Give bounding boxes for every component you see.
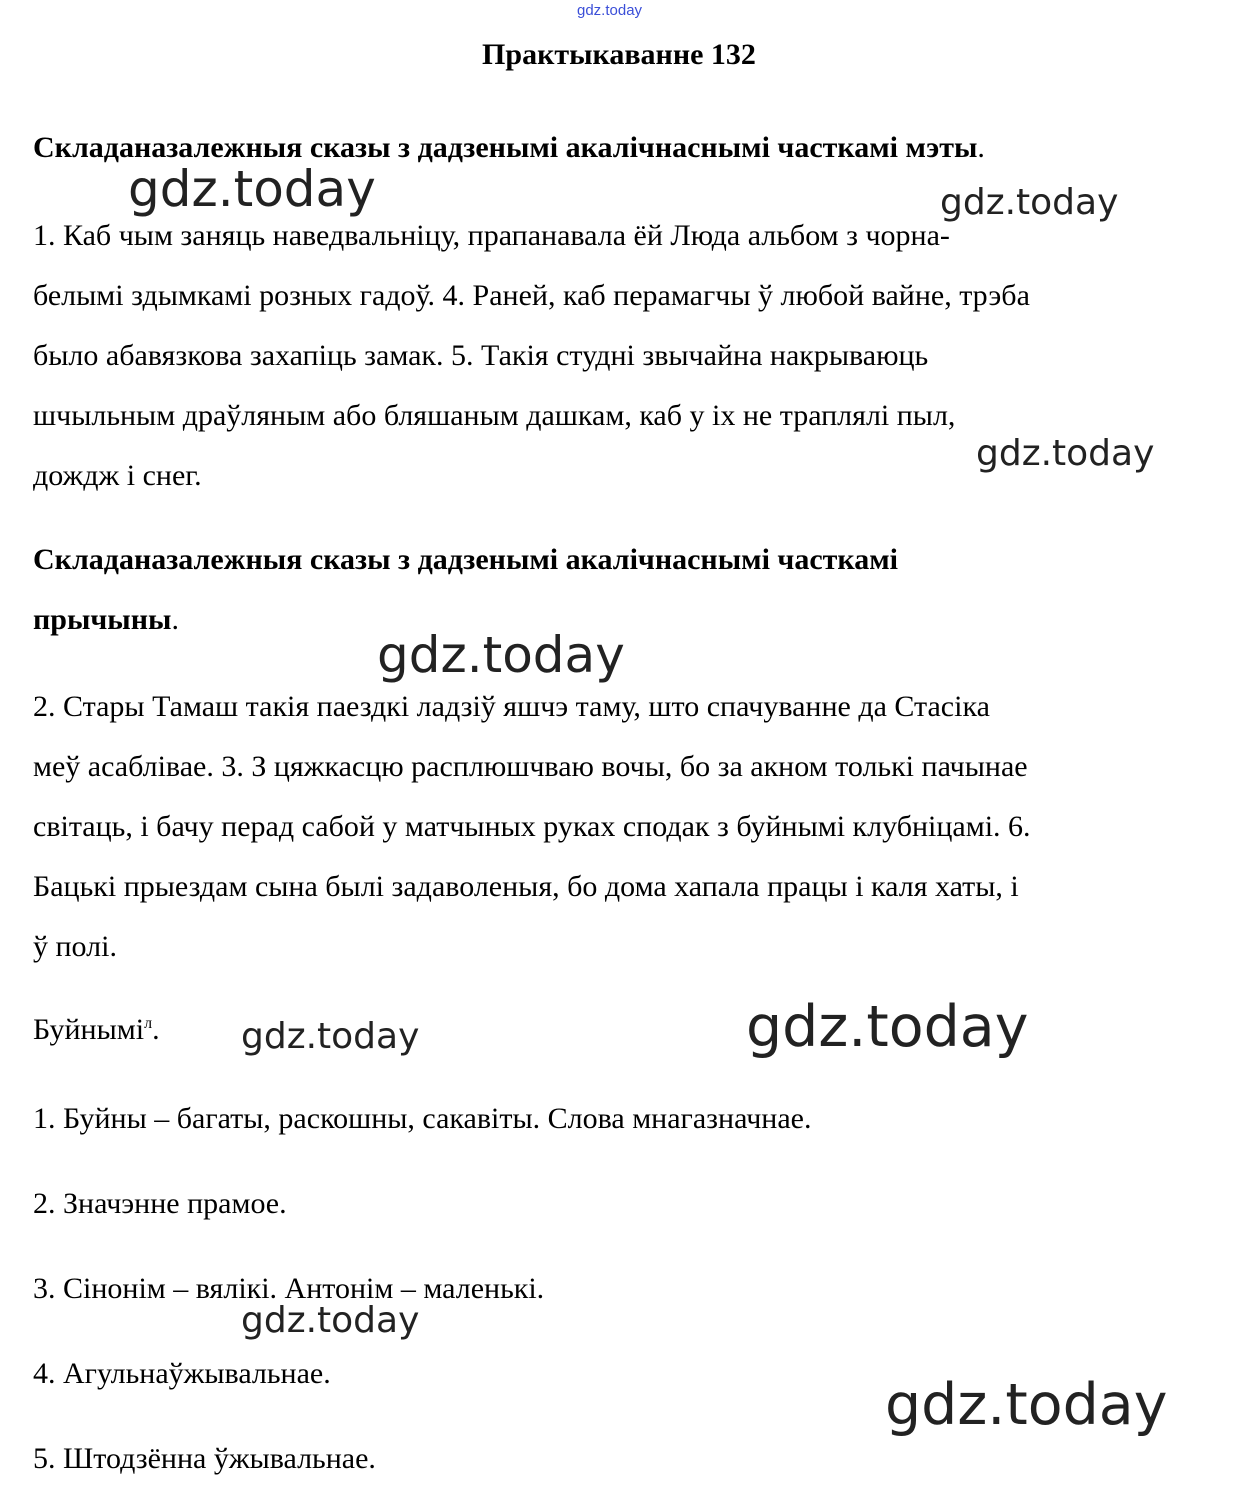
analyzed-word-text: Буйнымі — [33, 1013, 145, 1046]
analyzed-word — [33, 1013, 160, 1047]
watermark-text: gdz.today — [241, 1300, 420, 1341]
section1-heading-text: Складаназалежныя сказы з дадзенымі акалічнаснымі часткамі мэты — [33, 131, 978, 164]
text-line: белымі здымкамі розных гадоў. 4. Раней, каб перамагчы ў любой вайне, трэба — [33, 279, 1030, 312]
section2-heading-line2: прычыны — [33, 603, 172, 636]
text-line: Бацькі прыездам сына былі задаволеныя, бо дома хапала працы і каля хаты, і — [33, 870, 1019, 903]
top-watermark: gdz.today — [577, 2, 643, 19]
analysis-item: 1. Буйны – багаты, раскошны, сакавіты. Слова мнагазначнае. — [33, 1102, 812, 1135]
text-line: світаць, і бачу перад сабой у матчыных руках сподак з буйнымі клубніцамі. 6. — [33, 810, 1031, 843]
watermark-text: gdz.today — [241, 1016, 420, 1057]
text-line: 1. Каб чым заняць наведвальніцу, прапанавала ёй Люда альбом з чорна- — [33, 219, 950, 252]
analysis-item: 3. Сінонім – вялікі. Антонім – маленькі. — [33, 1272, 545, 1305]
text-line: шчыльным драўляным або бляшаным дашкам, каб у іх не траплялі пыл, — [33, 399, 956, 432]
analysis-item: 5. Штодзённа ўжывальнае. — [33, 1442, 376, 1475]
text-line: дождж і снег. — [33, 459, 202, 492]
watermark-text: gdz.today — [976, 433, 1155, 474]
analyzed-word-end: . — [152, 1013, 160, 1046]
text-line: ў полі. — [33, 930, 117, 963]
section2-heading-line1: Складаназалежныя сказы з дадзенымі акалічнаснымі часткамі — [33, 543, 898, 576]
section2-heading-end: . — [171, 603, 179, 636]
analysis-item: 2. Значэнне прамое. — [33, 1187, 287, 1220]
watermark-text: gdz.today — [940, 182, 1119, 223]
watermark-text: gdz.today — [377, 626, 625, 684]
text-line: было абавязкова захапіць замак. 5. Такія студні звычайна накрываюць — [33, 339, 929, 372]
watermark-text: gdz.today — [885, 1372, 1168, 1438]
text-line: 2. Стары Тамаш такія паездкі ладзіў яшчэ таму, што спачуванне да Стасіка — [33, 690, 990, 723]
watermark-text: gdz.today — [128, 160, 376, 218]
watermark-text: gdz.today — [746, 994, 1029, 1060]
text-line: меў асаблівае. 3. З цяжкасцю расплюшчваю вочы, бо за акном толькі пачынае — [33, 750, 1028, 783]
section1-heading-end: . — [977, 131, 985, 164]
section2-paragraph — [33, 677, 1213, 977]
page-title: Практыкаванне 132 — [482, 38, 756, 71]
analysis-item: 4. Агульнаўжывальнае. — [33, 1357, 331, 1390]
analyzed-word-mark: л — [144, 1015, 153, 1032]
